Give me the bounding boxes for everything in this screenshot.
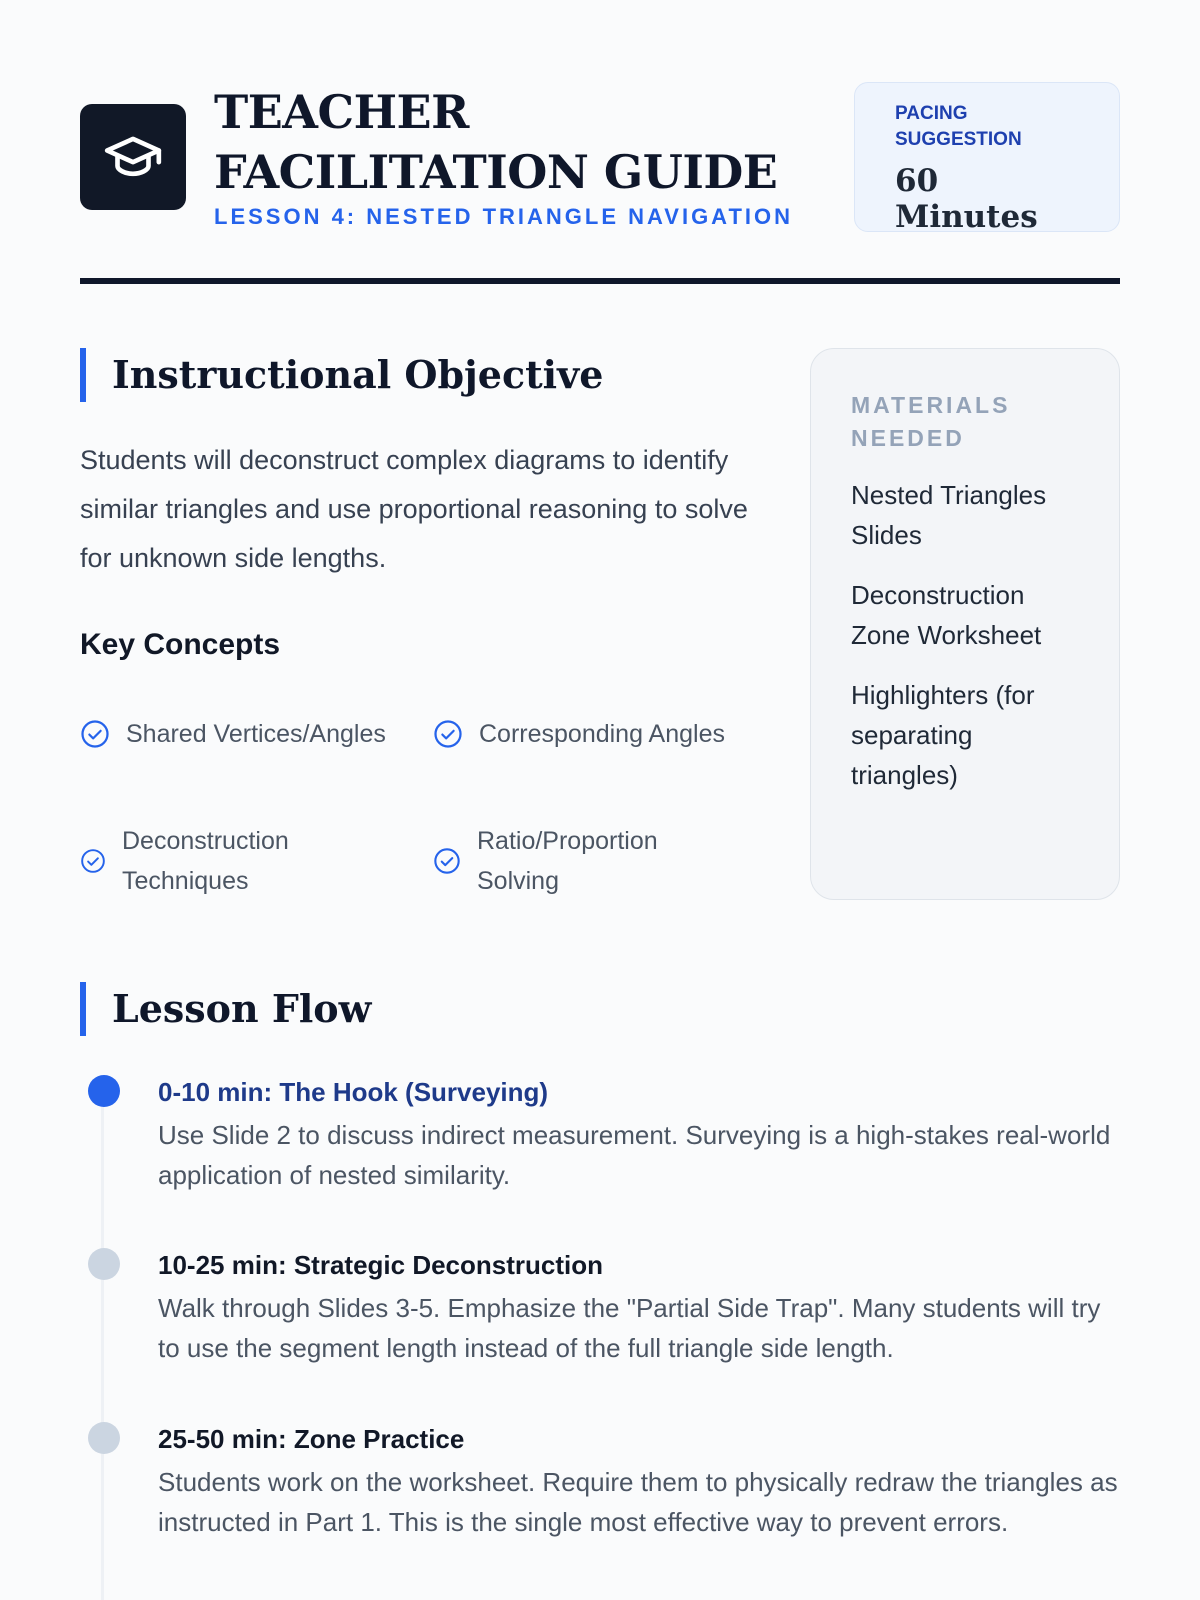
materials-card bbox=[810, 348, 1120, 900]
timeline-dot bbox=[88, 1248, 120, 1280]
materials-title: MATERIALS NEEDED bbox=[851, 392, 1011, 451]
step-title: 25-50 min: Zone Practice bbox=[158, 1424, 465, 1454]
timeline-dot bbox=[88, 1422, 120, 1454]
page-title: TEACHER FACILITATION GUIDE bbox=[214, 85, 778, 199]
concept-label: Deconstruction Techniques bbox=[122, 827, 289, 895]
step-description: Students work on the worksheet. Require them to physically redraw the triangles as instructed in Part 1. This is the single most effective way to prevent errors. bbox=[158, 1467, 1118, 1537]
step-title: 10-25 min: Strategic Deconstruction bbox=[158, 1250, 603, 1280]
concept-item bbox=[433, 821, 737, 901]
key-concepts-heading: Key Concepts bbox=[80, 628, 281, 661]
concept-item bbox=[80, 821, 382, 901]
check-circle-icon bbox=[433, 847, 461, 875]
materials-item: Nested Triangles Slides bbox=[851, 480, 1047, 550]
materials-item: Deconstruction Zone Worksheet bbox=[851, 580, 1042, 650]
header bbox=[80, 82, 1120, 284]
timeline-line bbox=[101, 1090, 104, 1600]
graduation-cap-icon bbox=[102, 126, 164, 188]
pacing-value: 60 Minutes bbox=[895, 163, 1038, 235]
step-title: 0-10 min: The Hook (Surveying) bbox=[158, 1077, 549, 1107]
objective-heading: Instructional Objective bbox=[80, 348, 603, 402]
concept-item bbox=[80, 714, 386, 754]
lesson-subtitle: LESSON 4: NESTED TRIANGLE NAVIGATION bbox=[214, 204, 793, 229]
concept-label: Shared Vertices/Angles bbox=[126, 720, 386, 748]
check-circle-icon bbox=[433, 719, 463, 749]
step-description: Use Slide 2 to discuss indirect measurement. Surveying is a high-stakes real-world application of nested similarity. bbox=[158, 1120, 1111, 1190]
concept-label: Ratio/Proportion Solving bbox=[477, 827, 658, 895]
concept-label: Corresponding Angles bbox=[479, 720, 725, 748]
pacing-label: PACING SUGGESTION bbox=[895, 103, 1022, 150]
materials-item: Highlighters (for separating triangles) bbox=[851, 680, 1035, 790]
check-circle-icon bbox=[80, 719, 110, 749]
lesson-flow-heading: Lesson Flow bbox=[80, 982, 371, 1036]
check-circle-icon bbox=[80, 848, 106, 874]
logo bbox=[80, 104, 186, 210]
pacing-card bbox=[854, 82, 1120, 235]
step-description: Walk through Slides 3-5. Emphasize the "Partial Side Trap". Many students will try to use the segment length instead of the full triangle side length. bbox=[158, 1293, 1101, 1363]
objective-text: Students will deconstruct complex diagrams to identify similar triangles and use proportional reasoning to solve for unknown side lengths. bbox=[80, 445, 748, 573]
timeline-dot-active bbox=[88, 1075, 120, 1107]
concept-item bbox=[433, 714, 739, 754]
